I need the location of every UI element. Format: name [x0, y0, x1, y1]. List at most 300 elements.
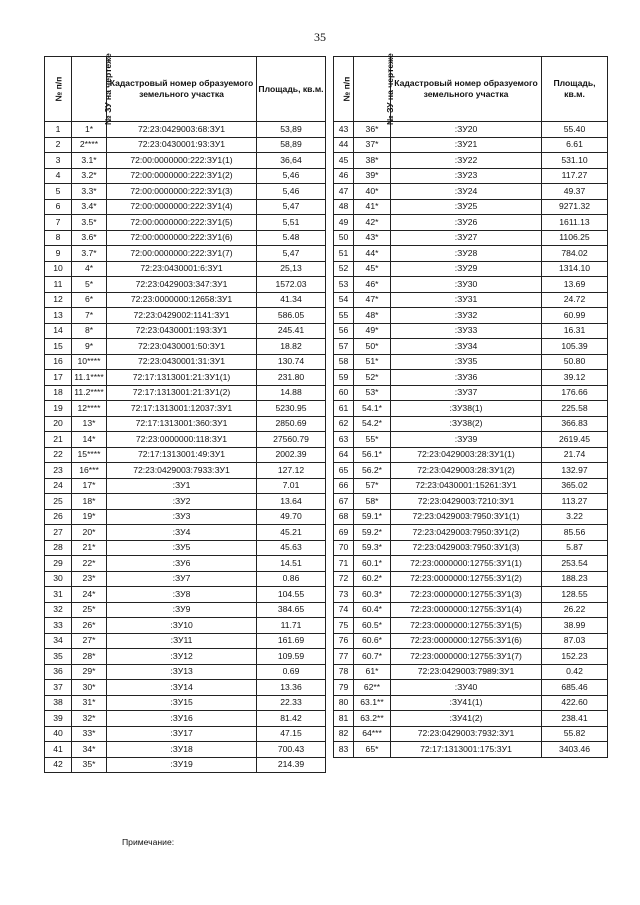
table-row: [334, 695, 608, 711]
cell-index: 6: [45, 199, 72, 215]
cell-cadastral-number: :ЗУ35: [391, 354, 542, 370]
cell-zu-number: 27*: [72, 633, 107, 649]
cell-cadastral-number: :ЗУ33: [391, 323, 542, 339]
cell-index: 48: [334, 199, 354, 215]
cell-zu-number: 33*: [72, 726, 107, 742]
cell-cadastral-number: :ЗУ11: [107, 633, 257, 649]
cell-area: 161.69: [257, 633, 326, 649]
footnote-label: Примечание:: [122, 837, 175, 847]
cell-area: 214.39: [257, 757, 326, 773]
table-row: [45, 463, 326, 479]
cell-index: 47: [334, 184, 354, 200]
cell-index: 61: [334, 401, 354, 417]
cell-area: 531.10: [542, 153, 608, 169]
table-row: [334, 494, 608, 510]
cell-cadastral-number: :ЗУ7: [107, 571, 257, 587]
table-row: [45, 478, 326, 494]
table-row: [334, 742, 608, 758]
cell-area: 36,64: [257, 153, 326, 169]
cell-cadastral-number: 72:23:0000000:12658:ЗУ1: [107, 292, 257, 308]
cell-area: 49.70: [257, 509, 326, 525]
cell-zu-number: 39*: [354, 168, 391, 184]
cell-zu-number: 30*: [72, 680, 107, 696]
table-row: [334, 478, 608, 494]
cell-zu-number: 37*: [354, 137, 391, 153]
cell-zu-number: 26*: [72, 618, 107, 634]
cell-area: 11.71: [257, 618, 326, 634]
table-row: [45, 664, 326, 680]
cell-cadastral-number: 72:17:1313001:21:ЗУ1(2): [107, 385, 257, 401]
table-row: [334, 153, 608, 169]
cell-index: 49: [334, 215, 354, 231]
cell-index: 32: [45, 602, 72, 618]
cell-index: 7: [45, 215, 72, 231]
cell-zu-number: 13*: [72, 416, 107, 432]
cell-zu-number: 22*: [72, 556, 107, 572]
cell-cadastral-number: :ЗУ37: [391, 385, 542, 401]
table-row: [334, 463, 608, 479]
cell-cadastral-number: :ЗУ18: [107, 742, 257, 758]
table-row: [45, 215, 326, 231]
cell-cadastral-number: :ЗУ2: [107, 494, 257, 510]
cell-area: 45.21: [257, 525, 326, 541]
cell-zu-number: 14*: [72, 432, 107, 448]
table-row: [45, 494, 326, 510]
cell-area: 26.22: [542, 602, 608, 618]
cell-zu-number: 28*: [72, 649, 107, 665]
cell-cadastral-number: :ЗУ26: [391, 215, 542, 231]
cell-zu-number: 20*: [72, 525, 107, 541]
cell-index: 10: [45, 261, 72, 277]
table-row: [334, 385, 608, 401]
cell-index: 39: [45, 711, 72, 727]
cell-index: 35: [45, 649, 72, 665]
cell-index: 37: [45, 680, 72, 696]
header-index: [334, 57, 354, 122]
table-row: [45, 168, 326, 184]
cell-cadastral-number: 72:00:0000000:222:ЗУ1(2): [107, 168, 257, 184]
cell-index: 3: [45, 153, 72, 169]
header-zu-number: [354, 52, 395, 125]
cell-cadastral-number: 72:23:0429002:1141:ЗУ1: [107, 308, 257, 324]
table-row: [45, 184, 326, 200]
cell-cadastral-number: :ЗУ36: [391, 370, 542, 386]
cell-index: 77: [334, 649, 354, 665]
cell-area: 53,89: [257, 122, 326, 138]
cell-cadastral-number: 72:00:0000000:222:ЗУ1(6): [107, 230, 257, 246]
cell-cadastral-number: :ЗУ10: [107, 618, 257, 634]
cell-zu-number: 45*: [354, 261, 391, 277]
cell-cadastral-number: :ЗУ1: [107, 478, 257, 494]
cell-zu-number: 63.1**: [354, 695, 391, 711]
table-row: [45, 354, 326, 370]
cell-zu-number: 40*: [354, 184, 391, 200]
cell-zu-number: 11.2****: [72, 385, 107, 401]
cell-cadastral-number: :ЗУ38(2): [391, 416, 542, 432]
cell-zu-number: 3.3*: [72, 184, 107, 200]
table-row: [45, 540, 326, 556]
cell-area: 784.02: [542, 246, 608, 262]
cell-zu-number: 23*: [72, 571, 107, 587]
cell-zu-number: 64***: [354, 726, 391, 742]
cell-cadastral-number: :ЗУ13: [107, 664, 257, 680]
cell-area: 13.69: [542, 277, 608, 293]
cell-zu-number: 54.2*: [354, 416, 391, 432]
cell-cadastral-number: :ЗУ41(2): [391, 711, 542, 727]
cell-cadastral-number: :ЗУ24: [391, 184, 542, 200]
table-row: [45, 602, 326, 618]
table-row: [334, 540, 608, 556]
cell-cadastral-number: 72:23:0429003:7210:ЗУ1: [391, 494, 542, 510]
table-row: [45, 633, 326, 649]
cell-zu-number: 18*: [72, 494, 107, 510]
cell-index: 13: [45, 308, 72, 324]
cell-area: 253.54: [542, 556, 608, 572]
cell-index: 34: [45, 633, 72, 649]
cell-area: 81.42: [257, 711, 326, 727]
cell-zu-number: 7*: [72, 308, 107, 324]
table-row: [45, 680, 326, 696]
table-row: [334, 556, 608, 572]
cell-index: 69: [334, 525, 354, 541]
cell-area: 85.56: [542, 525, 608, 541]
cell-zu-number: 36*: [354, 122, 391, 138]
cell-area: 5230.95: [257, 401, 326, 417]
cell-index: 29: [45, 556, 72, 572]
table-row: [334, 571, 608, 587]
cell-index: 62: [334, 416, 354, 432]
cell-zu-number: 46*: [354, 277, 391, 293]
cell-index: 82: [334, 726, 354, 742]
cell-zu-number: 11.1****: [72, 370, 107, 386]
cell-index: 25: [45, 494, 72, 510]
cell-index: 15: [45, 339, 72, 355]
cell-cadastral-number: 72:23:0429003:7989:ЗУ1: [391, 664, 542, 680]
cell-cadastral-number: 72:23:0430001:6:ЗУ1: [107, 261, 257, 277]
cell-area: 113.27: [542, 494, 608, 510]
cell-area: 586.05: [257, 308, 326, 324]
cell-zu-number: 1*: [72, 122, 107, 138]
cell-zu-number: 65*: [354, 742, 391, 758]
cell-cadastral-number: :ЗУ19: [107, 757, 257, 773]
cell-zu-number: 57*: [354, 478, 391, 494]
cell-area: 27560.79: [257, 432, 326, 448]
cell-cadastral-number: 72:17:1313001:49:ЗУ1: [107, 447, 257, 463]
cell-area: 127.12: [257, 463, 326, 479]
cell-area: 245.41: [257, 323, 326, 339]
cell-zu-number: 56.2*: [354, 463, 391, 479]
cell-index: 65: [334, 463, 354, 479]
cell-area: 685.46: [542, 680, 608, 696]
cell-cadastral-number: :ЗУ16: [107, 711, 257, 727]
cell-area: 18.82: [257, 339, 326, 355]
cell-index: 67: [334, 494, 354, 510]
cell-cadastral-number: 72:23:0430001:193:ЗУ1: [107, 323, 257, 339]
cell-area: 2619.45: [542, 432, 608, 448]
cell-zu-number: 5*: [72, 277, 107, 293]
table-row: [334, 168, 608, 184]
cell-index: 45: [334, 153, 354, 169]
cell-zu-number: 21*: [72, 540, 107, 556]
cell-index: 26: [45, 509, 72, 525]
table-row: [334, 401, 608, 417]
cell-area: 5,51: [257, 215, 326, 231]
table-row: [334, 199, 608, 215]
table-row: [334, 711, 608, 727]
table-row: [334, 308, 608, 324]
table-row: [45, 323, 326, 339]
cell-zu-number: 31*: [72, 695, 107, 711]
cell-zu-number: 60.1*: [354, 556, 391, 572]
table-row: [45, 122, 326, 138]
cell-cadastral-number: :ЗУ4: [107, 525, 257, 541]
cell-index: 17: [45, 370, 72, 386]
cell-index: 83: [334, 742, 354, 758]
cell-cadastral-number: :ЗУ20: [391, 122, 542, 138]
cell-zu-number: 60.5*: [354, 618, 391, 634]
cell-zu-number: 32*: [72, 711, 107, 727]
cell-area: 2002.39: [257, 447, 326, 463]
cell-area: 5,47: [257, 246, 326, 262]
cell-area: 49.37: [542, 184, 608, 200]
cell-area: 16.31: [542, 323, 608, 339]
cell-zu-number: 34*: [72, 742, 107, 758]
table-row: [334, 649, 608, 665]
cell-zu-number: 3.1*: [72, 153, 107, 169]
table-row: [45, 308, 326, 324]
header-zu-label: № ЗУ на чертеже: [102, 52, 113, 125]
cell-index: 76: [334, 633, 354, 649]
cell-cadastral-number: 72:23:0000000:12755:ЗУ1(4): [391, 602, 542, 618]
cell-index: 72: [334, 571, 354, 587]
table-row: [334, 587, 608, 603]
header-zu-label: № ЗУ на чертеже: [384, 52, 395, 125]
cell-index: 55: [334, 308, 354, 324]
cell-area: 38.99: [542, 618, 608, 634]
cell-index: 21: [45, 432, 72, 448]
cell-cadastral-number: :ЗУ9: [107, 602, 257, 618]
cell-area: 152.23: [542, 649, 608, 665]
cell-index: 14: [45, 323, 72, 339]
cell-zu-number: 51*: [354, 354, 391, 370]
table-row: [45, 370, 326, 386]
table-row: [334, 122, 608, 138]
table-row: [45, 199, 326, 215]
cell-cadastral-number: 72:23:0430001:50:ЗУ1: [107, 339, 257, 355]
header-zu-number: [72, 52, 113, 125]
table-row: [334, 525, 608, 541]
parcels-table-right: [333, 52, 608, 758]
table-row: [45, 447, 326, 463]
cell-zu-number: 15****: [72, 447, 107, 463]
cell-index: 9: [45, 246, 72, 262]
table-row: [45, 509, 326, 525]
cell-area: 104.55: [257, 587, 326, 603]
cell-index: 30: [45, 571, 72, 587]
cell-index: 66: [334, 478, 354, 494]
cell-zu-number: 3.4*: [72, 199, 107, 215]
cell-zu-number: 3.2*: [72, 168, 107, 184]
table-row: [45, 649, 326, 665]
cell-zu-number: 4*: [72, 261, 107, 277]
cell-index: 11: [45, 277, 72, 293]
table-row: [45, 618, 326, 634]
cell-area: 128.55: [542, 587, 608, 603]
page-number: 35: [314, 30, 326, 44]
cell-area: 13.36: [257, 680, 326, 696]
cell-zu-number: 59.2*: [354, 525, 391, 541]
cell-area: 3403.46: [542, 742, 608, 758]
cell-index: 23: [45, 463, 72, 479]
table-header-row: [334, 57, 608, 122]
cell-cadastral-number: 72:23:0430001:93:ЗУ1: [107, 137, 257, 153]
cell-cadastral-number: 72:23:0000000:12755:ЗУ1(7): [391, 649, 542, 665]
cell-area: 117.27: [542, 168, 608, 184]
cell-zu-number: 12****: [72, 401, 107, 417]
header-area: Площадь, кв.м.: [542, 57, 608, 122]
cell-area: 5,46: [257, 168, 326, 184]
cell-cadastral-number: 72:00:0000000:222:ЗУ1(7): [107, 246, 257, 262]
cell-zu-number: 3.7*: [72, 246, 107, 262]
cell-cadastral-number: :ЗУ39: [391, 432, 542, 448]
cell-cadastral-number: :ЗУ41(1): [391, 695, 542, 711]
cell-area: 60.99: [542, 308, 608, 324]
cell-index: 56: [334, 323, 354, 339]
table-body-right: [334, 122, 608, 758]
table-row: [334, 680, 608, 696]
cell-cadastral-number: 72:23:0000000:12755:ЗУ1(1): [391, 556, 542, 572]
table-row: [334, 230, 608, 246]
table-row: [334, 618, 608, 634]
table-row: [334, 339, 608, 355]
cell-zu-number: 41*: [354, 199, 391, 215]
cell-zu-number: 47*: [354, 292, 391, 308]
cell-cadastral-number: 72:00:0000000:222:ЗУ1(3): [107, 184, 257, 200]
cell-zu-number: 60.7*: [354, 649, 391, 665]
cell-index: 78: [334, 664, 354, 680]
cell-index: 81: [334, 711, 354, 727]
cell-cadastral-number: :ЗУ27: [391, 230, 542, 246]
cell-area: 105.39: [542, 339, 608, 355]
table-row: [45, 277, 326, 293]
cell-zu-number: 10****: [72, 354, 107, 370]
cell-cadastral-number: :ЗУ38(1): [391, 401, 542, 417]
cell-area: 25,13: [257, 261, 326, 277]
cell-area: 366.83: [542, 416, 608, 432]
header-index-label: № п/п: [341, 76, 352, 101]
cell-cadastral-number: 72:23:0429003:7950:ЗУ1(1): [391, 509, 542, 525]
table-row: [334, 246, 608, 262]
cell-area: 176.66: [542, 385, 608, 401]
cell-cadastral-number: 72:23:0429003:7950:ЗУ1(3): [391, 540, 542, 556]
cell-zu-number: 17*: [72, 478, 107, 494]
table-row: [334, 277, 608, 293]
cell-zu-number: 55*: [354, 432, 391, 448]
cell-zu-number: 63.2**: [354, 711, 391, 727]
cell-index: 52: [334, 261, 354, 277]
cell-area: 41.34: [257, 292, 326, 308]
table-header-row: [45, 57, 326, 122]
table-row: [334, 137, 608, 153]
cell-area: 5.48: [257, 230, 326, 246]
cell-area: 5,47: [257, 199, 326, 215]
cell-cadastral-number: 72:23:0000000:12755:ЗУ1(2): [391, 571, 542, 587]
cell-zu-number: 48*: [354, 308, 391, 324]
cell-index: 40: [45, 726, 72, 742]
cell-area: 1106.25: [542, 230, 608, 246]
cell-index: 51: [334, 246, 354, 262]
cell-cadastral-number: :ЗУ8: [107, 587, 257, 603]
cell-area: 24.72: [542, 292, 608, 308]
cell-index: 16: [45, 354, 72, 370]
cell-area: 1572.03: [257, 277, 326, 293]
cell-index: 12: [45, 292, 72, 308]
cell-index: 59: [334, 370, 354, 386]
cell-index: 58: [334, 354, 354, 370]
cell-zu-number: 61*: [354, 664, 391, 680]
cell-zu-number: 54.1*: [354, 401, 391, 417]
cell-index: 2: [45, 137, 72, 153]
cell-index: 75: [334, 618, 354, 634]
cell-area: 50.80: [542, 354, 608, 370]
cell-index: 60: [334, 385, 354, 401]
cell-index: 4: [45, 168, 72, 184]
cell-zu-number: 60.3*: [354, 587, 391, 603]
cell-cadastral-number: :ЗУ28: [391, 246, 542, 262]
cell-zu-number: 58*: [354, 494, 391, 510]
table-row: [45, 525, 326, 541]
cell-cadastral-number: :ЗУ6: [107, 556, 257, 572]
cell-zu-number: 38*: [354, 153, 391, 169]
cell-zu-number: 35*: [72, 757, 107, 773]
cell-cadastral-number: 72:23:0429003:28:ЗУ1(2): [391, 463, 542, 479]
cell-area: 58,89: [257, 137, 326, 153]
cell-index: 64: [334, 447, 354, 463]
cell-cadastral-number: 72:00:0000000:222:ЗУ1(5): [107, 215, 257, 231]
cell-index: 1: [45, 122, 72, 138]
cell-area: 365.02: [542, 478, 608, 494]
cell-zu-number: 53*: [354, 385, 391, 401]
table-row: [45, 401, 326, 417]
cell-cadastral-number: :ЗУ3: [107, 509, 257, 525]
cell-zu-number: 3.6*: [72, 230, 107, 246]
cell-area: 130.74: [257, 354, 326, 370]
cell-index: 70: [334, 540, 354, 556]
cell-zu-number: 3.5*: [72, 215, 107, 231]
cell-index: 50: [334, 230, 354, 246]
table-row: [45, 556, 326, 572]
cell-area: 87.03: [542, 633, 608, 649]
cell-area: 0.86: [257, 571, 326, 587]
cell-zu-number: 59.1*: [354, 509, 391, 525]
cell-zu-number: 24*: [72, 587, 107, 603]
cell-cadastral-number: 72:17:1313001:21:ЗУ1(1): [107, 370, 257, 386]
cell-area: 55.40: [542, 122, 608, 138]
table-row: [334, 633, 608, 649]
cell-index: 24: [45, 478, 72, 494]
cell-cadastral-number: :ЗУ14: [107, 680, 257, 696]
cell-index: 31: [45, 587, 72, 603]
cell-cadastral-number: 72:23:0000000:12755:ЗУ1(6): [391, 633, 542, 649]
table-row: [45, 261, 326, 277]
cell-cadastral-number: :ЗУ34: [391, 339, 542, 355]
cell-cadastral-number: 72:00:0000000:222:ЗУ1(4): [107, 199, 257, 215]
cell-area: 39.12: [542, 370, 608, 386]
cell-area: 132.97: [542, 463, 608, 479]
table-row: [334, 447, 608, 463]
cell-zu-number: 42*: [354, 215, 391, 231]
cell-area: 188.23: [542, 571, 608, 587]
